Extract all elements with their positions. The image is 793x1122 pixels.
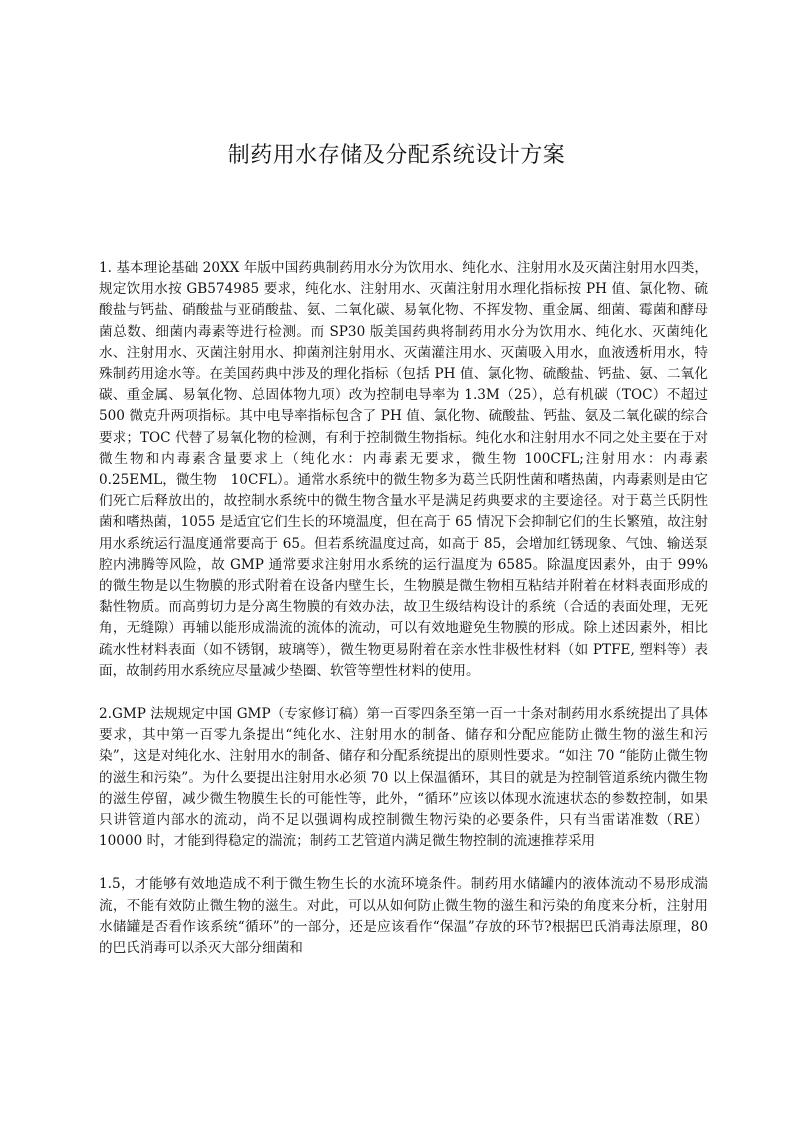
- paragraph-gmp-regulations: 2.GMP 法规规定中国 GMP（专家修订稿）第一百零四条至第一百一十条对制药用水系统提出了具体要求，其中第一百零九条提出“纯化水、注射用水的制备、储存和分配应能防止微生物的滋生和污染”，这是对纯化水、注射用水的制备、储存和分配系统提出的原则性要求。“如注 70 “能防止微生物的滋生和污染”。为什么要提出注射用水必须 70 以上保温循环，其目的就是为控制管道系统内微生物的滋生停留，减少微生物膜生长的可能性等，此外，“循环”应该以体现水流速状态的参数控制，如果只讲管道内部水的流动，尚不足以强调构成控制微生物污染的必要条件，只有当雷诺准数（RE）10000 时，才能到得稳定的湍流；制药工艺管道内满足微生物控制的流速推荐采用: [99, 706, 708, 850]
- document-body: [99, 258, 726, 981]
- paragraph-basic-theory: 1. 基本理论基础 20XX 年版中国药典制药用水分为饮用水、纯化水、注射用水及灭菌注射用水四类，规定饮用水按 GB574985 要求，纯化水、注射用水、灭菌注射用水理化指标按 PH 值、氯化物、硫酸盐与钙盐、硝酸盐与亚硝酸盐、氨、二氧化碳、易氧化物、不挥发物、重金属、细菌、霉菌和酵母菌总数、细菌内毒素等进行检测。而 SP30 版美国药典将制药用水分为饮用水、纯化水、灭菌纯化水、注射用水、灭菌注射用水、抑菌剂注射用水、灭菌灌注用水、灭菌吸入用水，血液透析用水，特殊制药用途水等。在美国药典中涉及的理化指标（包括 PH 值、氯化物、硫酸盐、钙盐、氨、二氧化碳、重金属、易氧化物、总固体物九项）改为控制电导率为 1.3M（25），总有机碳（TOC）不超过 500 微克升两项指标。其中电导率指标包含了 PH 值、氯化物、硫酸盐、钙盐、氨及二氧化碳的综合要求；TOC 代替了易氧化物的检测，有利于控制微生物指标。纯化水和注射用水不同之处主要在于对微生物和内毒素含量要求上（纯化水：内毒素无要求，微生物 100CFL;注射用水：内毒素 0.25EML，微生物 10CFL）。通常水系统中的微生物多为葛兰氏阴性菌和嗜热菌，内毒素则是由它们死亡后释放出的，故控制水系统中的微生物含量水平是满足药典要求的主要途径。对于葛兰氏阴性菌和嗜热菌，1055 是适宜它们生长的环境温度，但在高于 65 情况下会抑制它们的生长繁殖，故注射用水系统运行温度通常要高于 65。但若系统温度过高，如高于 85，会增加红锈现象、气蚀、输送泵腔内沸腾等风险，故 GMP 通常要求注射用水系统的运行温度为 6585。除温度因素外，由于 99% 的微生物是以生物膜的形式附着在设备内壁生长，生物膜是微生物相互粘结并附着在材料表面形成的黏性物质。而高剪切力是分离生物膜的有效办法，故卫生级结构设计的系统（合适的表面处理，无死角，无缝隙）再辅以能形成湍流的流体的流动，可以有效地避免生物膜的形成。除上述因素外，相比疏水性材料表面（如不锈钢，玻璃等），微生物更易附着在亲水性非极性材料（如 PTFE, 塑料等）表面，故制药用水系统应尽量减少垫圈、软管等塑性材料的使用。: [99, 260, 726, 679]
- document-title: 制药用水存储及分配系统设计方案: [227, 143, 566, 168]
- paragraph-flow-velocity: 1.5，才能够有效地造成不利于微生物生长的水流环境条件。制药用水储罐内的液体流动不易形成湍流，不能有效防止微生物的滋生。对此，可以从如何防止微生物的滋生和污染的角度来分析，注射用水储罐是否看作该系统“循环”的一部分，还是应该看作“保温”存放的环节?根据巴氏消毒法原理，80 的巴氏消毒可以杀灭大部分细菌和: [99, 876, 708, 957]
